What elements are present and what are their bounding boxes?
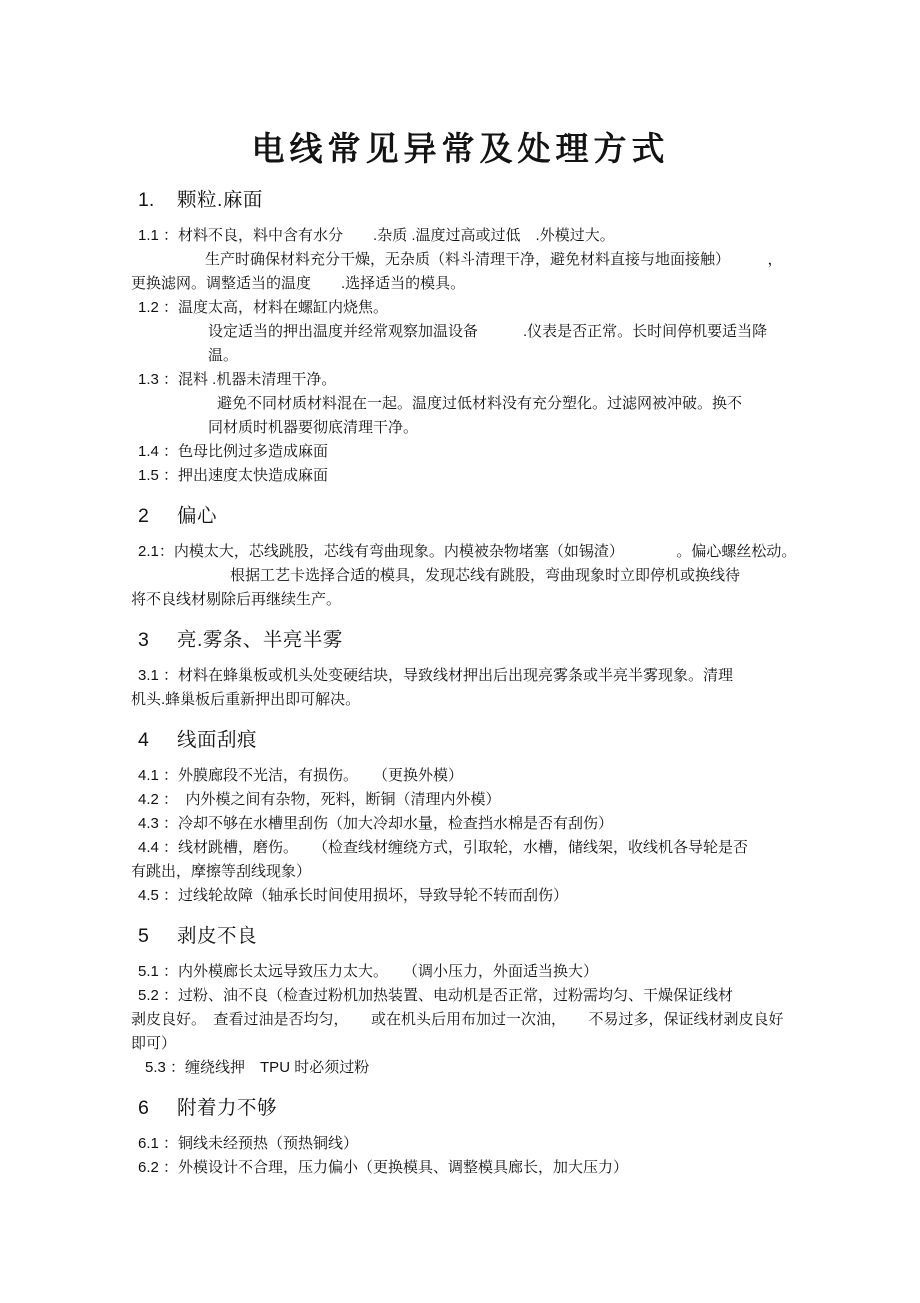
- section-body: [131, 664, 790, 712]
- section-title: 附着力不够: [177, 1097, 278, 1119]
- section-4: [131, 726, 790, 908]
- document-title: 电线常见异常及处理方式: [251, 130, 670, 167]
- paragraph-line: 5.1 ：内外模廊长太远导致压力太大。 （调小压力，外面适当换大）: [138, 963, 599, 980]
- paragraph-line: 避免不同材质材料混在一起。温度过低材料没有充分塑化。过滤网被冲破。换不: [217, 395, 743, 412]
- paragraph-line: 温。: [208, 347, 239, 364]
- paragraph-line: 1.2 ：温度太高，材料在螺缸内烧焦。: [138, 299, 389, 316]
- paragraph-line: 1.3 ：混料 .机器未清理干净。: [138, 371, 337, 388]
- section-number: 3: [138, 629, 149, 651]
- paragraph-line: 根据工艺卡选择合适的模具，发现芯线有跳股，弯曲现象时立即停机或换线待: [230, 567, 741, 584]
- paragraph-line: 有跳出，摩擦等刮线现象）: [131, 863, 312, 880]
- section-number: 1.: [138, 189, 155, 211]
- paragraph-line: 1.5 ：押出速度太快造成麻面: [138, 467, 329, 484]
- section-heading-3: [131, 626, 790, 654]
- section-number: 5: [138, 925, 149, 947]
- paragraph-line: 设定适当的押出温度并经常观察加温设备 .仪表是否正常。长时间停机要适当降: [208, 323, 768, 340]
- section-body: [131, 960, 790, 1080]
- section-body: [131, 540, 797, 612]
- paragraph-line: 5.2 ：过粉、油不良（检查过粉机加热装置、电动机是否正常，过粉需均匀、干燥保证线材: [138, 987, 734, 1004]
- section-body: [131, 224, 790, 488]
- section-body: [131, 1132, 790, 1180]
- section-3: [131, 626, 790, 712]
- paragraph-line: 2.1：内模太大，芯线跳股，芯线有弯曲现象。内模被杂物堵塞（如锡渣） 。偏心螺丝松动。: [138, 543, 797, 560]
- section-title: 剥皮不良: [177, 925, 258, 947]
- section-title: 亮.雾条、半亮半雾: [177, 629, 343, 651]
- paragraph-line: 1.1 ：材料不良，料中含有水分 .杂质 .温度过高或过低 .外模过大。: [138, 227, 615, 244]
- section-title: 偏心: [177, 505, 218, 527]
- section-title: 颗粒.麻面: [177, 189, 263, 211]
- section-6: [131, 1094, 790, 1180]
- section-number: 4: [138, 729, 149, 751]
- paragraph-line: 生产时确保材料充分干燥，无杂质（料斗清理干净，避免材料直接与地面接触） ，: [205, 251, 783, 268]
- section-heading-2: [131, 502, 790, 530]
- section-heading-5: [131, 922, 790, 950]
- document-sections: [131, 186, 797, 1180]
- section-number: 6: [138, 1097, 149, 1119]
- paragraph-line: 3.1 ：材料在蜂巢板或机头处变硬结块，导致线材押出后出现亮雾条或半亮半雾现象。清理: [138, 667, 734, 684]
- paragraph-line: 4.2 ： 内外模之间有杂物，死料，断铜（清理内外模）: [138, 791, 501, 808]
- paragraph-line: 更换滤网。调整适当的温度 .选择适当的模具。: [131, 275, 466, 292]
- section-5: [131, 922, 790, 1080]
- paragraph-line: 剥皮良好。 查看过油是否均匀， 或在机头后用布加过一次油， 不易过多，保证线材剥皮良好: [131, 1011, 784, 1028]
- section-2: [131, 502, 797, 612]
- paragraph-line: 4.3 ：冷却不够在水槽里刮伤（加大冷却水量，检查挡水棉是否有刮伤）: [138, 815, 614, 832]
- paragraph-line: 1.4 ：色母比例过多造成麻面: [138, 443, 329, 460]
- section-1: [131, 186, 790, 488]
- paragraph-line: 4.5 ：过线轮故障（轴承长时间使用损坏，导致导轮不转而刮伤）: [138, 887, 569, 904]
- paragraph-line: 6.2 ：外模设计不合理，压力偏小（更换模具、调整模具廊长，加大压力）: [138, 1159, 629, 1176]
- section-heading-6: [131, 1094, 790, 1122]
- paragraph-line: 机头.蜂巢板后重新押出即可解决。: [131, 691, 361, 708]
- paragraph-line: 将不良线材剔除后再继续生产。: [131, 591, 342, 608]
- paragraph-line: 6.1 ：铜线未经预热（预热铜线）: [138, 1135, 359, 1152]
- paragraph-line: 4.4 ：线材跳槽，磨伤。 （检查线材缠绕方式，引取轮，水槽，储线架，收线机各导轮是否: [138, 839, 749, 856]
- section-title: 线面刮痕: [177, 729, 258, 751]
- paragraph-line: 5.3 ：缠绕线押 TPU 时必须过粉: [145, 1059, 370, 1076]
- paragraph-line: 同材质时机器要彻底清理干净。: [208, 419, 419, 436]
- section-heading-4: [131, 726, 790, 754]
- paragraph-line: 即可）: [131, 1035, 177, 1052]
- section-heading-1: [131, 186, 790, 214]
- section-number: 2: [138, 505, 149, 527]
- section-body: [131, 764, 790, 908]
- paragraph-line: 4.1 ：外膜廊段不光洁，有损伤。 （更换外模）: [138, 767, 464, 784]
